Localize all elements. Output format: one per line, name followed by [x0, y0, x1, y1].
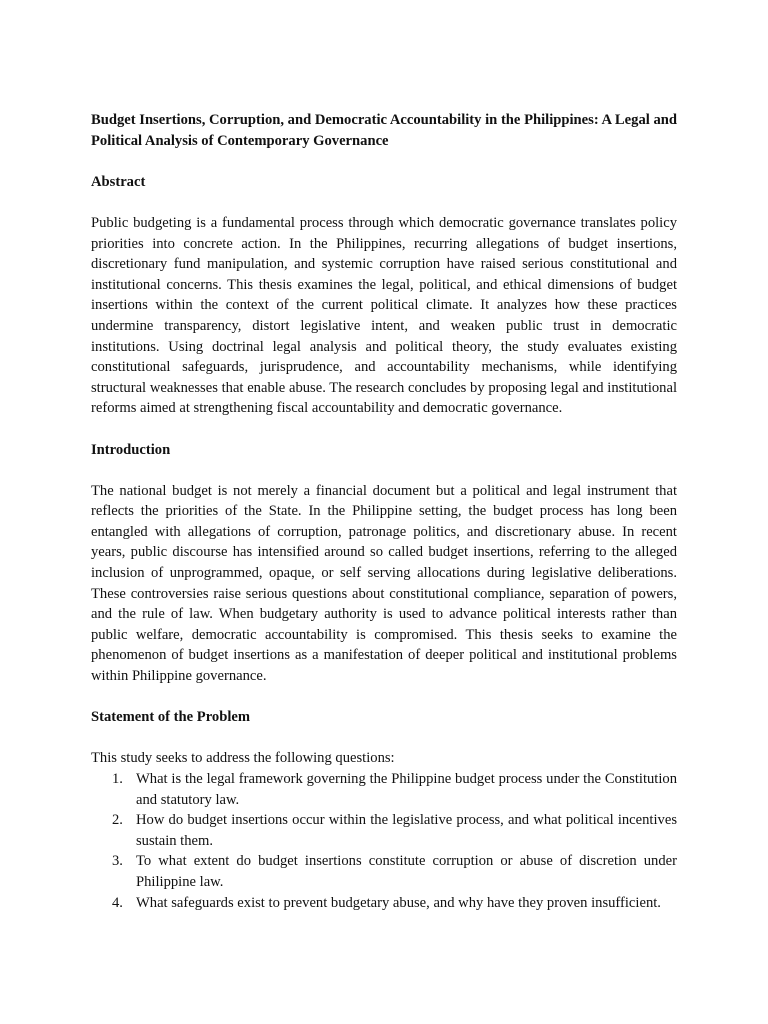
problem-heading: Statement of the Problem [91, 709, 251, 726]
list-item-text: What safeguards exist to prevent budgetary abuse, and why have they proven insufficient. [136, 894, 661, 911]
list-item-number: 1. [112, 771, 123, 787]
spacer [91, 419, 677, 440]
list-item-text: What is the legal framework governing the Philippine budget process under the Constitution and statutory law. [136, 771, 677, 808]
spacer [91, 687, 677, 708]
list-item [91, 851, 677, 892]
introduction-heading: Introduction [91, 441, 171, 458]
list-item [91, 893, 677, 914]
spacer [91, 460, 677, 481]
spacer [91, 192, 677, 213]
list-item-number: 4. [112, 894, 123, 911]
abstract-heading: Abstract [91, 173, 146, 190]
abstract-paragraph: Public budgeting is a fundamental process through which democratic governance translates policy priorities into concrete action. In the Philippines, recurring allegations of budget insertions, discretionary fund manipulation, and systemic corruption have raised serious constitutional and institutional concerns. This thesis examines the legal, political, and ethical dimensions of budget insertions within the context of the current political climate. It analyzes how these practices undermine transparency, distort legislative intent, and weaken public trust in democratic institutions. Using doctrinal legal analysis and political theory, the study evaluates existing constitutional safeguards, jurisprudence, and accountability mechanisms, while identifying structural weaknesses that enable abuse. The research concludes by proposing legal and institutional reforms aimed at strengthening fiscal accountability and democratic governance. [91, 214, 677, 417]
spacer [91, 728, 677, 749]
list-item-text: To what extent do budget insertions constitute corruption or abuse of discretion under Philippine law. [136, 853, 677, 890]
list-item [91, 769, 677, 810]
list-item-number: 3. [112, 853, 123, 870]
list-item-number: 2. [112, 812, 123, 829]
list-item-text: How do budget insertions occur within the legislative process, and what political incentives sustain them. [136, 812, 677, 849]
document-title: Budget Insertions, Corruption, and Democratic Accountability in the Philippines: A Legal and Political Analysis of Contemporary Governance [91, 112, 677, 149]
document-page [91, 110, 677, 913]
spacer [91, 151, 677, 172]
list-item [91, 810, 677, 851]
research-questions-list [91, 769, 677, 913]
introduction-paragraph: The national budget is not merely a financial document but a political and legal instrument that reflects the priorities of the State. In the Philippine setting, the budget process has long been entangled with allegations of corruption, patronage politics, and discretionary abuse. In recent years, public discourse has intensified around so called budget insertions, referring to the alleged inclusion of unprogrammed, opaque, or self serving allocations during legislative deliberations. These controversies raise serious questions about constitutional compliance, separation of powers, and the rule of law. When budgetary authority is used to advance political interests rather than public welfare, democratic accountability is compromised. This thesis seeks to examine the phenomenon of budget insertions as a manifestation of deeper political and institutional problems within Philippine governance. [91, 482, 677, 685]
problem-intro: This study seeks to address the following questions: [91, 750, 395, 767]
